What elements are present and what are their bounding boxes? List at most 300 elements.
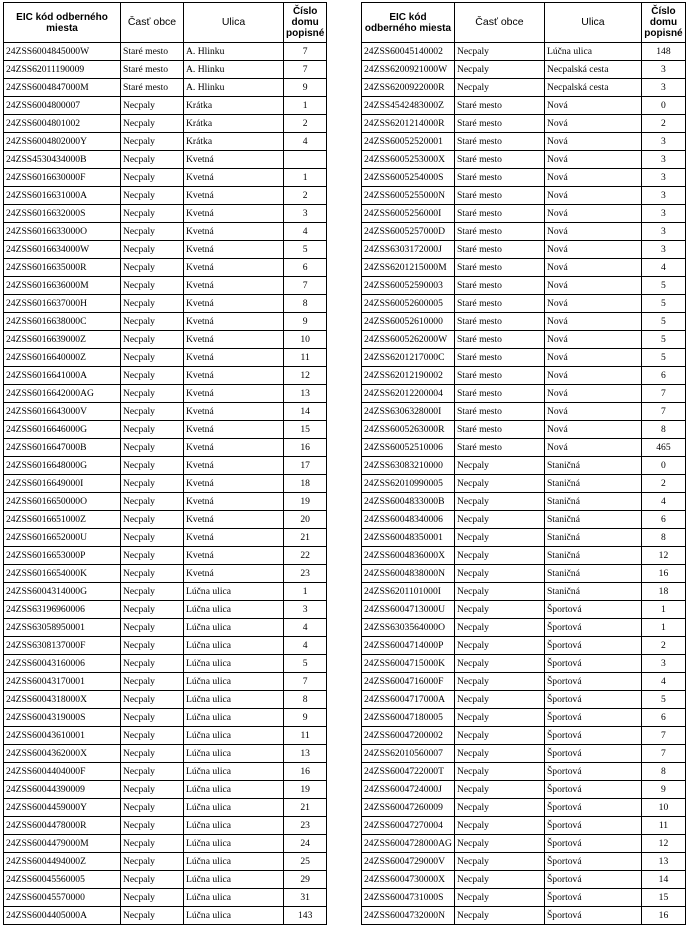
table-row (4, 223, 327, 241)
cell-eic: 24ZSS60045140002 (362, 43, 455, 61)
cell-obec: Necpaly (121, 637, 184, 655)
cell-cislo: 5 (641, 313, 685, 331)
cell-ulica: Lúčna ulica (184, 637, 284, 655)
cell-ulica: Kvetná (184, 151, 284, 169)
cell-cislo: 2 (641, 637, 685, 655)
cell-ulica: Staničná (544, 457, 641, 475)
cell-ulica: Kvetná (184, 403, 284, 421)
cell-eic: 24ZSS6016640000Z (4, 349, 121, 367)
table-row (362, 799, 686, 817)
cell-cislo: 16 (641, 565, 685, 583)
cell-obec: Necpaly (121, 457, 184, 475)
header-eic: EIC kód odberného miesta (4, 3, 121, 43)
cell-obec: Necpaly (121, 673, 184, 691)
table-row (362, 763, 686, 781)
cell-obec: Necpaly (121, 187, 184, 205)
table-row (362, 367, 686, 385)
cell-cislo: 22 (284, 547, 327, 565)
table-row (362, 61, 686, 79)
cell-cislo: 19 (284, 781, 327, 799)
table-row (4, 907, 327, 925)
cell-ulica: Krátka (184, 97, 284, 115)
header-cislo: Číslo domu popisné (641, 3, 685, 43)
cell-cislo: 10 (641, 799, 685, 817)
cell-cislo: 6 (641, 367, 685, 385)
cell-ulica: Lúčna ulica (184, 763, 284, 781)
cell-ulica: Športová (544, 745, 641, 763)
cell-cislo: 7 (641, 727, 685, 745)
cell-ulica: Kvetná (184, 277, 284, 295)
table-row (4, 565, 327, 583)
table-row (4, 799, 327, 817)
cell-cislo: 5 (641, 691, 685, 709)
cell-cislo: 2 (284, 115, 327, 133)
cell-ulica: Športová (544, 853, 641, 871)
cell-obec: Necpaly (121, 97, 184, 115)
table-row (362, 385, 686, 403)
right-table (361, 2, 686, 925)
cell-cislo: 29 (284, 871, 327, 889)
table-row (362, 655, 686, 673)
cell-obec: Necpaly (121, 799, 184, 817)
cell-cislo: 4 (641, 493, 685, 511)
cell-cislo: 8 (284, 691, 327, 709)
cell-eic: 24ZSS60052520001 (362, 133, 455, 151)
cell-cislo: 7 (284, 61, 327, 79)
cell-eic: 24ZSS6005256000I (362, 205, 455, 223)
header-obec: Časť obce (454, 3, 544, 43)
cell-ulica: Nová (544, 367, 641, 385)
cell-cislo: 3 (641, 151, 685, 169)
cell-ulica: Nová (544, 115, 641, 133)
cell-cislo: 23 (284, 817, 327, 835)
table-row (4, 511, 327, 529)
table-row (362, 475, 686, 493)
cell-obec: Necpaly (454, 547, 544, 565)
cell-obec: Necpaly (454, 691, 544, 709)
cell-eic: 24ZSS6016638000C (4, 313, 121, 331)
cell-ulica: Kvetná (184, 475, 284, 493)
cell-ulica: Nová (544, 187, 641, 205)
table-row (362, 511, 686, 529)
cell-obec: Staré mesto (454, 205, 544, 223)
cell-eic: 24ZSS63058950001 (4, 619, 121, 637)
table-row (362, 259, 686, 277)
cell-ulica: Lúčna ulica (184, 871, 284, 889)
table-row (362, 907, 686, 925)
table-row (4, 367, 327, 385)
cell-ulica: Lúčna ulica (184, 691, 284, 709)
cell-cislo: 5 (641, 295, 685, 313)
cell-obec: Staré mesto (454, 367, 544, 385)
table-row (4, 61, 327, 79)
cell-obec: Necpaly (454, 475, 544, 493)
table-row (4, 871, 327, 889)
cell-ulica: Športová (544, 763, 641, 781)
cell-cislo: 13 (284, 385, 327, 403)
cell-eic: 24ZSS6004314000G (4, 583, 121, 601)
cell-obec: Necpaly (121, 367, 184, 385)
cell-cislo: 4 (284, 619, 327, 637)
cell-obec: Necpaly (454, 727, 544, 745)
table-row (362, 133, 686, 151)
cell-eic: 24ZSS6005253000X (362, 151, 455, 169)
cell-cislo: 1 (284, 169, 327, 187)
cell-obec: Necpaly (454, 835, 544, 853)
cell-obec: Staré mesto (454, 295, 544, 313)
cell-obec: Necpaly (454, 763, 544, 781)
cell-obec: Necpaly (121, 691, 184, 709)
cell-cislo: 1 (641, 601, 685, 619)
cell-eic: 24ZSS6004847000M (4, 79, 121, 97)
table-row (4, 619, 327, 637)
cell-cislo: 465 (641, 439, 685, 457)
cell-obec: Necpaly (121, 511, 184, 529)
cell-eic: 24ZSS62010560007 (362, 745, 455, 763)
cell-cislo: 2 (641, 115, 685, 133)
table-row (362, 79, 686, 97)
cell-obec: Staré mesto (454, 223, 544, 241)
cell-obec: Necpaly (454, 853, 544, 871)
cell-eic: 24ZSS6201101000I (362, 583, 455, 601)
cell-ulica: Nová (544, 241, 641, 259)
cell-cislo (284, 151, 327, 169)
cell-eic: 24ZSS60047270004 (362, 817, 455, 835)
cell-ulica: Staničná (544, 529, 641, 547)
table-row (362, 115, 686, 133)
cell-ulica: A. Hlinku (184, 79, 284, 97)
cell-eic: 24ZSS6004728000AG (362, 835, 455, 853)
table-row (4, 673, 327, 691)
cell-cislo: 23 (284, 565, 327, 583)
cell-ulica: Kvetná (184, 529, 284, 547)
cell-eic: 24ZSS6016642000AG (4, 385, 121, 403)
cell-ulica: Staničná (544, 475, 641, 493)
cell-eic: 24ZSS62012190002 (362, 367, 455, 385)
cell-cislo: 148 (641, 43, 685, 61)
cell-eic: 24ZSS60047200002 (362, 727, 455, 745)
cell-obec: Necpaly (121, 709, 184, 727)
table-row (362, 97, 686, 115)
cell-obec: Staré mesto (454, 115, 544, 133)
cell-cislo: 12 (641, 835, 685, 853)
cell-eic: 24ZSS6004494000Z (4, 853, 121, 871)
cell-eic: 24ZSS4530434000B (4, 151, 121, 169)
cell-obec: Staré mesto (454, 97, 544, 115)
cell-eic: 24ZSS6004715000K (362, 655, 455, 673)
cell-ulica: Kvetná (184, 187, 284, 205)
cell-eic: 24ZSS6016633000O (4, 223, 121, 241)
cell-obec: Staré mesto (454, 169, 544, 187)
cell-cislo: 6 (641, 709, 685, 727)
cell-eic: 24ZSS60047180005 (362, 709, 455, 727)
table-row (362, 493, 686, 511)
cell-eic: 24ZSS6004714000P (362, 637, 455, 655)
cell-obec: Staré mesto (121, 61, 184, 79)
cell-ulica: Staničná (544, 511, 641, 529)
cell-ulica: Nová (544, 133, 641, 151)
cell-obec: Necpaly (454, 61, 544, 79)
cell-eic: 24ZSS6016632000S (4, 205, 121, 223)
cell-eic: 24ZSS6016651000Z (4, 511, 121, 529)
table-row (362, 835, 686, 853)
table-row (362, 709, 686, 727)
cell-obec: Necpaly (454, 583, 544, 601)
cell-ulica: Nová (544, 277, 641, 295)
cell-cislo: 0 (641, 97, 685, 115)
cell-cislo: 10 (284, 331, 327, 349)
cell-ulica: Športová (544, 691, 641, 709)
cell-obec: Staré mesto (454, 277, 544, 295)
cell-obec: Necpaly (121, 403, 184, 421)
cell-ulica: Lúčna ulica (184, 817, 284, 835)
table-row (4, 529, 327, 547)
cell-cislo: 19 (284, 493, 327, 511)
cell-eic: 24ZSS6016639000Z (4, 331, 121, 349)
cell-cislo: 9 (641, 781, 685, 799)
cell-ulica: A. Hlinku (184, 43, 284, 61)
cell-eic: 24ZSS6016646000G (4, 421, 121, 439)
cell-eic: 24ZSS60052510006 (362, 439, 455, 457)
cell-obec: Necpaly (121, 421, 184, 439)
cell-cislo: 8 (641, 529, 685, 547)
cell-cislo: 4 (284, 223, 327, 241)
cell-cislo: 5 (641, 277, 685, 295)
cell-cislo: 11 (641, 817, 685, 835)
cell-obec: Staré mesto (454, 331, 544, 349)
cell-obec: Necpaly (454, 511, 544, 529)
table-row (4, 655, 327, 673)
cell-obec: Necpaly (121, 277, 184, 295)
cell-cislo: 24 (284, 835, 327, 853)
table-row (4, 835, 327, 853)
cell-ulica: Krátka (184, 133, 284, 151)
cell-eic: 24ZSS6201217000C (362, 349, 455, 367)
cell-ulica: Nová (544, 313, 641, 331)
cell-eic: 24ZSS6303564000O (362, 619, 455, 637)
table-row (4, 727, 327, 745)
cell-cislo: 1 (641, 619, 685, 637)
cell-obec: Necpaly (454, 619, 544, 637)
table-row (362, 889, 686, 907)
cell-obec: Staré mesto (454, 187, 544, 205)
cell-cislo: 7 (641, 385, 685, 403)
table-row (4, 205, 327, 223)
header-obec: Časť obce (121, 3, 184, 43)
cell-ulica: Športová (544, 781, 641, 799)
table-row (4, 349, 327, 367)
cell-cislo: 8 (641, 763, 685, 781)
table-row (4, 97, 327, 115)
cell-eic: 24ZSS60045570000 (4, 889, 121, 907)
cell-ulica: Lúčna ulica (184, 601, 284, 619)
cell-cislo: 7 (284, 673, 327, 691)
cell-ulica: Lúčna ulica (184, 673, 284, 691)
cell-obec: Staré mesto (454, 259, 544, 277)
header-ulica: Ulica (184, 3, 284, 43)
table-row (4, 493, 327, 511)
table-row (4, 547, 327, 565)
cell-ulica: Kvetná (184, 493, 284, 511)
cell-eic: 24ZSS60052610000 (362, 313, 455, 331)
cell-obec: Necpaly (121, 601, 184, 619)
cell-cislo: 3 (641, 187, 685, 205)
cell-cislo: 3 (641, 169, 685, 187)
cell-eic: 24ZSS60044390009 (4, 781, 121, 799)
cell-ulica: Staničná (544, 547, 641, 565)
cell-cislo: 3 (641, 79, 685, 97)
cell-ulica: Športová (544, 601, 641, 619)
cell-obec: Staré mesto (454, 439, 544, 457)
cell-cislo: 3 (641, 655, 685, 673)
cell-cislo: 25 (284, 853, 327, 871)
cell-ulica: Nová (544, 223, 641, 241)
cell-obec: Necpaly (121, 727, 184, 745)
table-row (4, 817, 327, 835)
cell-eic: 24ZSS60043170001 (4, 673, 121, 691)
cell-cislo: 9 (284, 79, 327, 97)
cell-obec: Necpaly (121, 853, 184, 871)
cell-cislo: 14 (641, 871, 685, 889)
table-row (4, 331, 327, 349)
table-row (362, 727, 686, 745)
cell-ulica: Lúčna ulica (184, 781, 284, 799)
cell-ulica: Nová (544, 349, 641, 367)
cell-ulica: Kvetná (184, 547, 284, 565)
cell-cislo: 13 (641, 853, 685, 871)
table-row (362, 637, 686, 655)
cell-eic: 24ZSS6306328000I (362, 403, 455, 421)
cell-ulica: Športová (544, 799, 641, 817)
cell-ulica: Nová (544, 439, 641, 457)
cell-eic: 24ZSS6004713000U (362, 601, 455, 619)
table-row (4, 403, 327, 421)
cell-obec: Necpaly (121, 439, 184, 457)
cell-eic: 24ZSS6004479000M (4, 835, 121, 853)
cell-cislo: 3 (284, 205, 327, 223)
cell-obec: Necpaly (454, 601, 544, 619)
cell-obec: Necpaly (121, 529, 184, 547)
table-row (362, 43, 686, 61)
cell-ulica: Lúčna ulica (184, 655, 284, 673)
cell-obec: Necpaly (121, 475, 184, 493)
cell-cislo: 9 (284, 709, 327, 727)
cell-obec: Necpaly (121, 583, 184, 601)
cell-eic: 24ZSS6200921000W (362, 61, 455, 79)
cell-obec: Necpaly (121, 133, 184, 151)
cell-ulica: Kvetná (184, 313, 284, 331)
cell-cislo: 16 (641, 907, 685, 925)
cell-ulica: Kvetná (184, 565, 284, 583)
cell-cislo: 11 (284, 727, 327, 745)
table-row (362, 151, 686, 169)
cell-obec: Necpaly (121, 331, 184, 349)
cell-cislo: 7 (641, 403, 685, 421)
cell-eic: 24ZSS6016631000A (4, 187, 121, 205)
cell-obec: Necpaly (121, 871, 184, 889)
table-row (362, 781, 686, 799)
cell-ulica: Kvetná (184, 457, 284, 475)
cell-obec: Staré mesto (454, 421, 544, 439)
cell-obec: Necpaly (121, 223, 184, 241)
cell-obec: Necpaly (454, 529, 544, 547)
table-row (4, 637, 327, 655)
cell-eic: 24ZSS6004318000X (4, 691, 121, 709)
cell-eic: 24ZSS6303172000J (362, 241, 455, 259)
table-row (362, 421, 686, 439)
cell-eic: 24ZSS60052600005 (362, 295, 455, 313)
cell-ulica: Kvetná (184, 205, 284, 223)
cell-eic: 24ZSS6016630000F (4, 169, 121, 187)
cell-cislo: 9 (284, 313, 327, 331)
cell-obec: Necpaly (121, 169, 184, 187)
cell-obec: Necpaly (454, 457, 544, 475)
cell-eic: 24ZSS6004729000V (362, 853, 455, 871)
cell-eic: 24ZSS6016636000M (4, 277, 121, 295)
table-row (362, 349, 686, 367)
cell-obec: Necpaly (454, 493, 544, 511)
cell-eic: 24ZSS6004833000B (362, 493, 455, 511)
cell-ulica: Športová (544, 871, 641, 889)
cell-eic: 24ZSS6016652000U (4, 529, 121, 547)
header-row (362, 3, 686, 43)
cell-cislo: 5 (284, 655, 327, 673)
cell-cislo: 0 (641, 457, 685, 475)
cell-eic: 24ZSS6201214000R (362, 115, 455, 133)
cell-eic: 24ZSS6005254000S (362, 169, 455, 187)
cell-ulica: Kvetná (184, 331, 284, 349)
cell-obec: Necpaly (121, 835, 184, 853)
cell-ulica: Krátka (184, 115, 284, 133)
table-row (362, 583, 686, 601)
cell-eic: 24ZSS6004717000A (362, 691, 455, 709)
cell-obec: Necpaly (121, 547, 184, 565)
table-row (4, 439, 327, 457)
cell-eic: 24ZSS60052590003 (362, 277, 455, 295)
cell-cislo: 15 (284, 421, 327, 439)
cell-cislo: 11 (284, 349, 327, 367)
cell-ulica: Nová (544, 421, 641, 439)
cell-cislo: 4 (284, 637, 327, 655)
cell-ulica: Staničná (544, 565, 641, 583)
cell-ulica: Kvetná (184, 295, 284, 313)
cell-eic: 24ZSS6016653000P (4, 547, 121, 565)
cell-cislo: 8 (641, 421, 685, 439)
cell-obec: Necpaly (454, 871, 544, 889)
table-row (362, 691, 686, 709)
cell-eic: 24ZSS4542483000Z (362, 97, 455, 115)
cell-eic: 24ZSS63083210000 (362, 457, 455, 475)
cell-ulica: Nová (544, 151, 641, 169)
left-table (3, 2, 327, 925)
cell-obec: Necpaly (121, 205, 184, 223)
cell-obec: Necpaly (454, 79, 544, 97)
cell-cislo: 3 (641, 223, 685, 241)
cell-cislo: 3 (641, 241, 685, 259)
cell-cislo: 18 (641, 583, 685, 601)
cell-cislo: 3 (641, 205, 685, 223)
header-eic: EIC kód odberného miesta (362, 3, 455, 43)
header-ulica: Ulica (544, 3, 641, 43)
cell-ulica: Nová (544, 169, 641, 187)
cell-eic: 24ZSS6004801002 (4, 115, 121, 133)
table-row (4, 385, 327, 403)
cell-obec: Necpaly (121, 763, 184, 781)
cell-ulica: Kvetná (184, 421, 284, 439)
cell-cislo: 7 (641, 745, 685, 763)
cell-eic: 24ZSS62011190009 (4, 61, 121, 79)
cell-cislo: 4 (641, 259, 685, 277)
